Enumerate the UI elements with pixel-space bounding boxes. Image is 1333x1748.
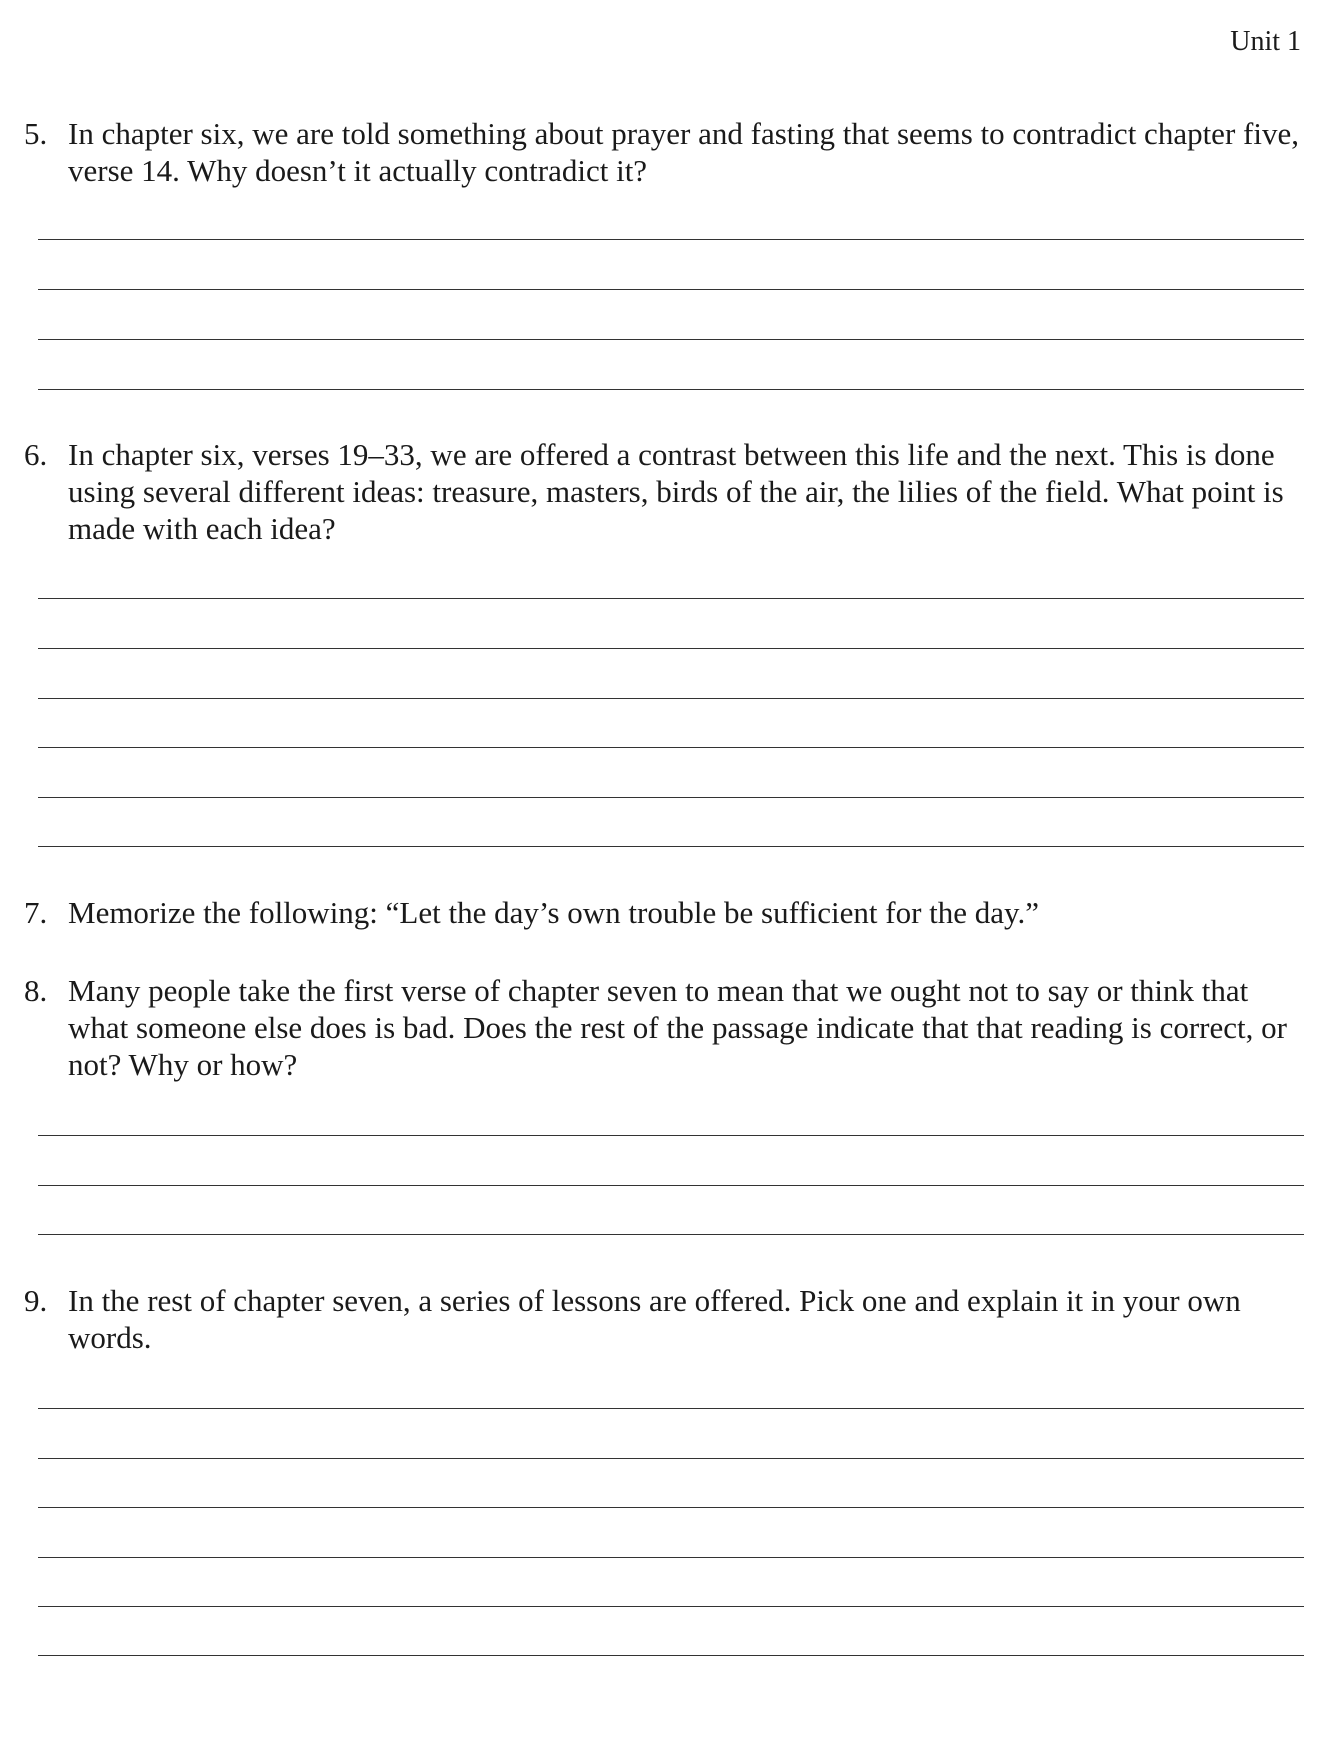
question-number: 7. [24,895,48,930]
answer-line[interactable] [38,598,1304,599]
question-9 [24,1282,1314,1356]
answer-line[interactable] [38,389,1304,390]
question-5 [24,115,1314,189]
question-8 [24,972,1314,1083]
question-number: 8. [24,973,48,1008]
answer-line[interactable] [38,797,1304,798]
answer-line[interactable] [38,1507,1304,1508]
question-text: In chapter six, we are told something about prayer and fasting that seems to contradict chapter five, verse 14. Why doesn’t it actually contradict it? [68,116,1299,188]
question-number: 5. [24,116,48,151]
answer-line[interactable] [38,747,1304,748]
question-6 [24,436,1314,547]
answer-line[interactable] [38,1458,1304,1459]
unit-label: Unit 1 [1230,26,1301,57]
question-number: 9. [24,1283,48,1318]
answer-line[interactable] [38,1557,1304,1558]
answer-line[interactable] [38,1234,1304,1235]
answer-line[interactable] [38,1185,1304,1186]
answer-line[interactable] [38,1408,1304,1409]
answer-line[interactable] [38,339,1304,340]
answer-line[interactable] [38,289,1304,290]
answer-line[interactable] [38,1135,1304,1136]
question-text: In chapter six, verses 19–33, we are offered a contrast between this life and the next. This is done using several different ideas: treasure, masters, birds of the air, the lilies of the field. What point is made with each idea? [68,437,1284,546]
question-7 [24,894,1314,931]
answer-line[interactable] [38,846,1304,847]
answer-line[interactable] [38,1655,1304,1656]
answer-line[interactable] [38,239,1304,240]
question-text: In the rest of chapter seven, a series of lessons are offered. Pick one and explain it in your own words. [68,1283,1241,1355]
question-text: Memorize the following: “Let the day’s own trouble be sufficient for the day.” [68,895,1040,930]
answer-line[interactable] [38,698,1304,699]
question-text: Many people take the first verse of chapter seven to mean that we ought not to say or think that what someone else does is bad. Does the rest of the passage indicate that that reading is correct, or not? Why or how? [68,973,1287,1082]
question-number: 6. [24,437,48,472]
answer-line[interactable] [38,648,1304,649]
answer-line[interactable] [38,1606,1304,1607]
